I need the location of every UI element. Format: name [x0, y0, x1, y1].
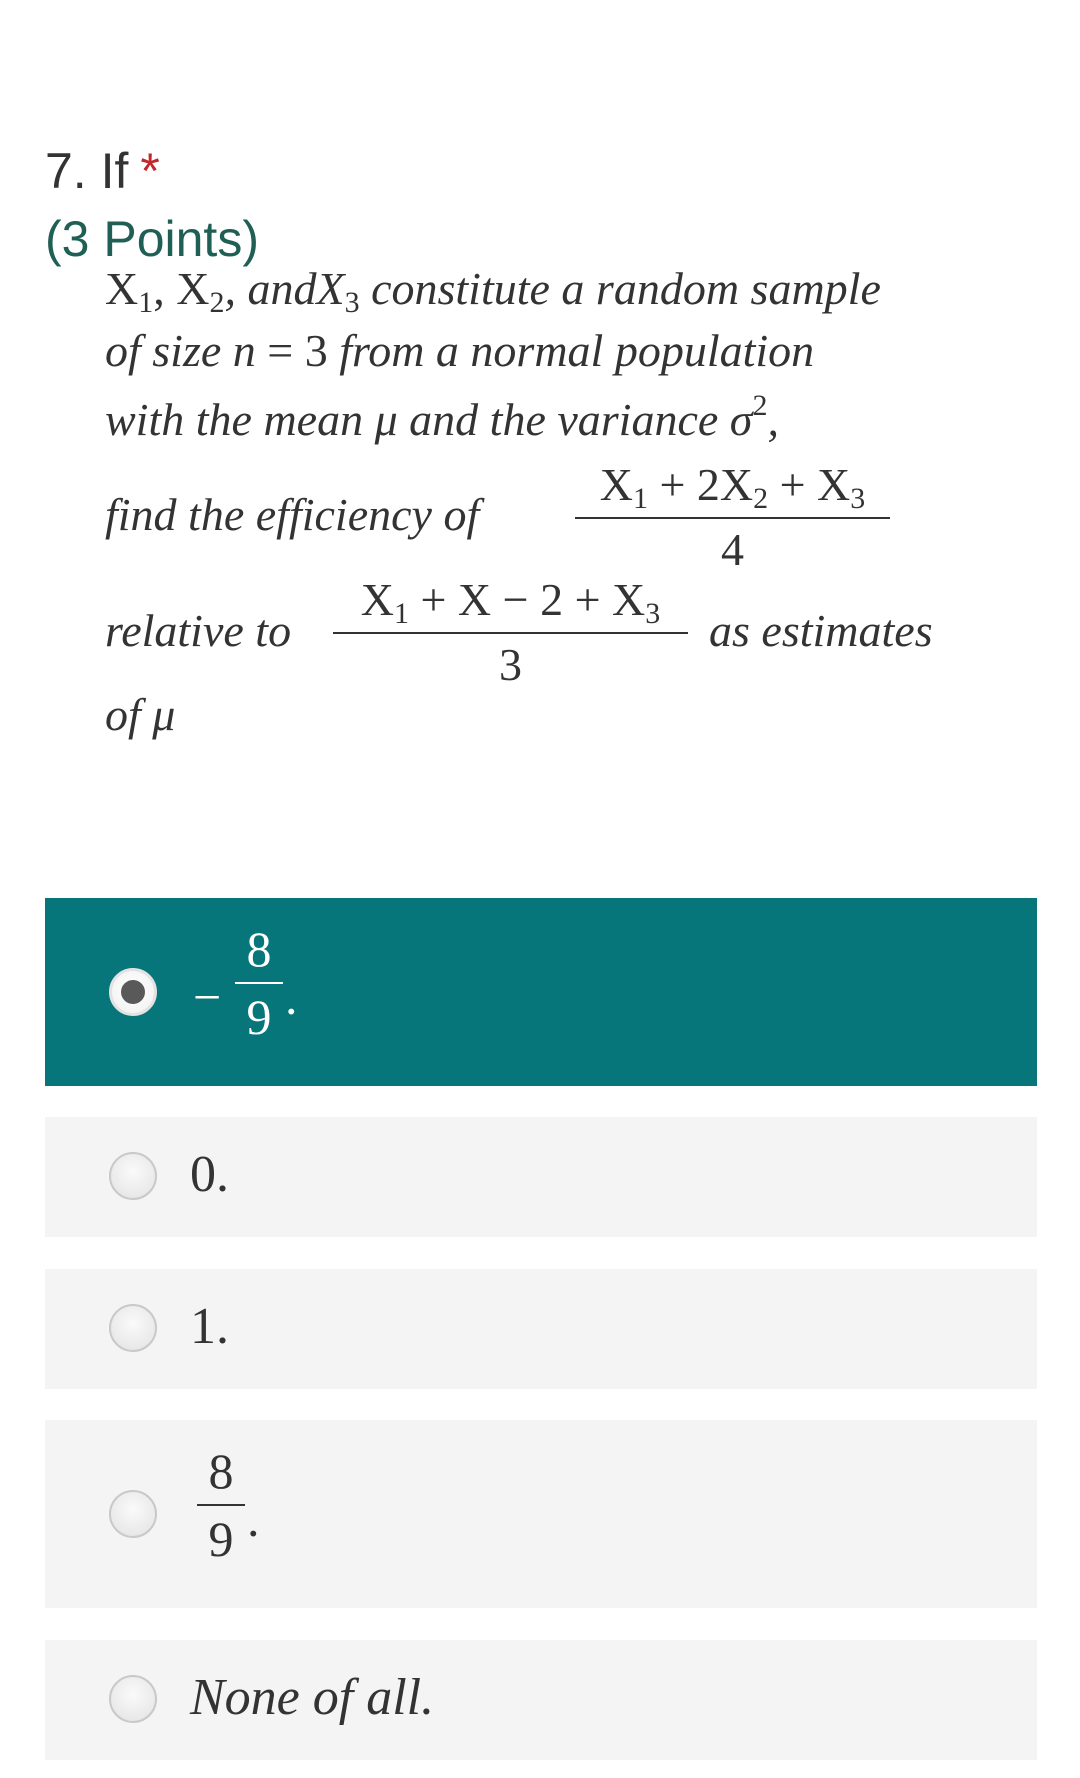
option-neg-eight-ninths[interactable] [45, 898, 1037, 1086]
radio-button[interactable] [109, 1675, 157, 1723]
fraction-1-denominator: 4 [721, 524, 744, 575]
fraction-2-numerator: $X_1 + X - 2 + X_3$ [360, 574, 661, 630]
radio-button-selected[interactable] [109, 968, 157, 1016]
radio-button[interactable] [109, 1152, 157, 1200]
option-1-fraction [235, 920, 283, 1046]
body-line-4-label: find the efficiency of [105, 489, 480, 540]
option-one[interactable] [45, 1269, 1037, 1389]
fraction-2-bar [333, 632, 688, 634]
question-header [45, 140, 259, 270]
option-zero[interactable] [45, 1117, 1037, 1237]
option-none-of-all[interactable] [45, 1640, 1037, 1760]
body-line-2: of size n = 3 from a normal population [105, 325, 815, 376]
option-4-denominator: 9 [208, 1511, 234, 1567]
option-4-bar [197, 1504, 245, 1506]
option-1-bar [235, 982, 283, 984]
option-4-fraction [197, 1442, 245, 1568]
option-eight-ninths[interactable] [45, 1420, 1037, 1608]
body-line-5-label: relative to [105, 605, 292, 656]
option-1-denominator: 9 [246, 989, 272, 1045]
required-asterisk: * [140, 143, 160, 199]
question-points: (3 Points) [45, 211, 259, 267]
fraction-2-denominator: 3 [499, 639, 522, 690]
option-2-label: 0. [190, 1146, 229, 1203]
body-line-3: with the mean μ and the variance $\sigma^2$, [105, 389, 779, 445]
option-1-sign: − [193, 969, 222, 1025]
option-1-period: . [285, 969, 298, 1025]
radio-button[interactable] [109, 1490, 157, 1538]
fraction-1-bar [575, 517, 890, 519]
body-line-6: of μ [105, 689, 176, 740]
option-5-label: None of all. [190, 1669, 435, 1726]
radio-button[interactable] [109, 1304, 157, 1352]
fraction-1-numerator: $X_1 + 2X_2 + X_3$ [599, 459, 866, 515]
body-line-5-suffix: as estimates [709, 605, 933, 656]
question-number-label: 7. If [45, 143, 129, 199]
question-title [45, 140, 259, 202]
option-1-numerator: 8 [246, 921, 272, 977]
fraction-estimator-1 [575, 458, 890, 576]
body-line-1: $X_1$, $X_2$, andX$_3$ constitute a random sample [105, 263, 881, 319]
fraction-estimator-2 [333, 573, 688, 691]
radio-dot [121, 980, 145, 1004]
option-3-label: 1. [190, 1298, 229, 1355]
option-4-period: . [247, 1491, 260, 1547]
option-4-numerator: 8 [208, 1443, 234, 1499]
